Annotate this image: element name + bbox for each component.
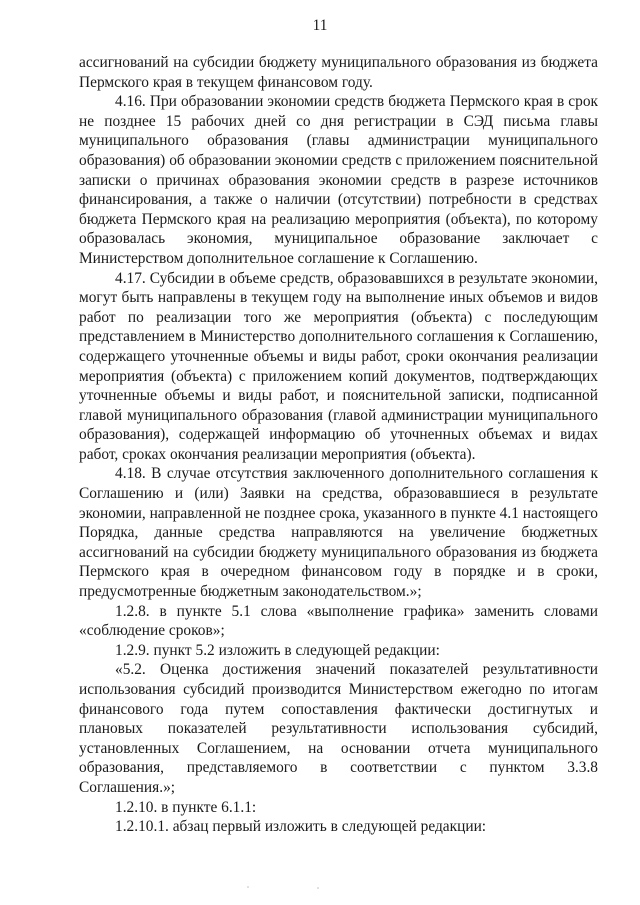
paragraph-4-18: 4.18. В случае отсутствия заключенного дополнительного соглашения к Соглашению и (или) Заявки на средства, образовавшиеся в результате экономии, направленной не позднее срока, указанного в пункте 4.1 настоящего Порядка, данные средства направляются на увеличение бюджетных ассигнований на субсидии бюджету муниципального образования из бюджета Пермского края в очередном финансовом году в порядке и в сроки, предусмотренные бюджетным законодательством.»; — [79, 465, 598, 601]
document-body — [79, 53, 598, 837]
paragraph-1-2-9: 1.2.9. пункт 5.2 изложить в следующей редакции: — [115, 641, 440, 659]
paragraph-1-2-10: 1.2.10. в пункте 6.1.1: — [115, 798, 257, 816]
paragraph-4-16: 4.16. При образовании экономии средств бюджета Пермского края в срок не позднее 15 рабочих дней со дня регистрации в СЭД письма главы муниципального образования (главы администрации муниципального образования) об образовании экономии средств с приложением пояснительной записки о причинах образования экономии средств в разрезе источников финансирования, а также о наличии (отсутствии) потребности в средствах бюджета Пермского края на реализацию мероприятия (объекта), по которому образовалась экономия, муниципальное образование заключает с Министерством дополнительное соглашение к Соглашению. — [79, 93, 598, 267]
paragraph-4-17: 4.17. Субсидии в объеме средств, образовавшихся в результате экономии, могут быть направлены в текущем году на выполнение иных объемов и видов работ по реализации того же мероприятия (объекта) с последующим представлением в Министерство дополнительного соглашения к Соглашению, содержащего уточненные объемы и виды работ, сроки окончания реализации мероприятия (объекта) с приложением копий документов, подтверждающих уточненные объемы и виды работ, и пояснительной записки, подписанной главой муниципального образования (главой администрации муниципального образования), содержащей информацию об уточненных объемах и видах работ, сроках окончания реализации мероприятия (объекта). — [79, 269, 598, 463]
page-number: 11 — [312, 17, 328, 34]
scan-speck — [317, 887, 319, 889]
paragraph-5-2-quote: «5.2. Оценка достижения значений показателей результативности использования субсидий производится Министерством ежегодно по итогам финансового года путем сопоставления фактически достигнутых и плановых показателей результативности использования субсидий, установленных Соглашением, на основании отчета муниципального образования, представляемого в соответствии с пунктом 3.3.8 Соглашения.»; — [79, 661, 598, 796]
paragraph-continuation: ассигнований на субсидии бюджету муниципального образования из бюджета Пермского края в текущем финансовом году. — [79, 54, 598, 91]
paragraph-1-2-10-1: 1.2.10.1. абзац первый изложить в следующей редакции: — [115, 818, 487, 836]
scan-speck — [247, 886, 249, 888]
paragraph-1-2-8: 1.2.8. в пункте 5.1 слова «выполнение графика» заменить словами «соблюдение сроков»; — [79, 602, 598, 640]
